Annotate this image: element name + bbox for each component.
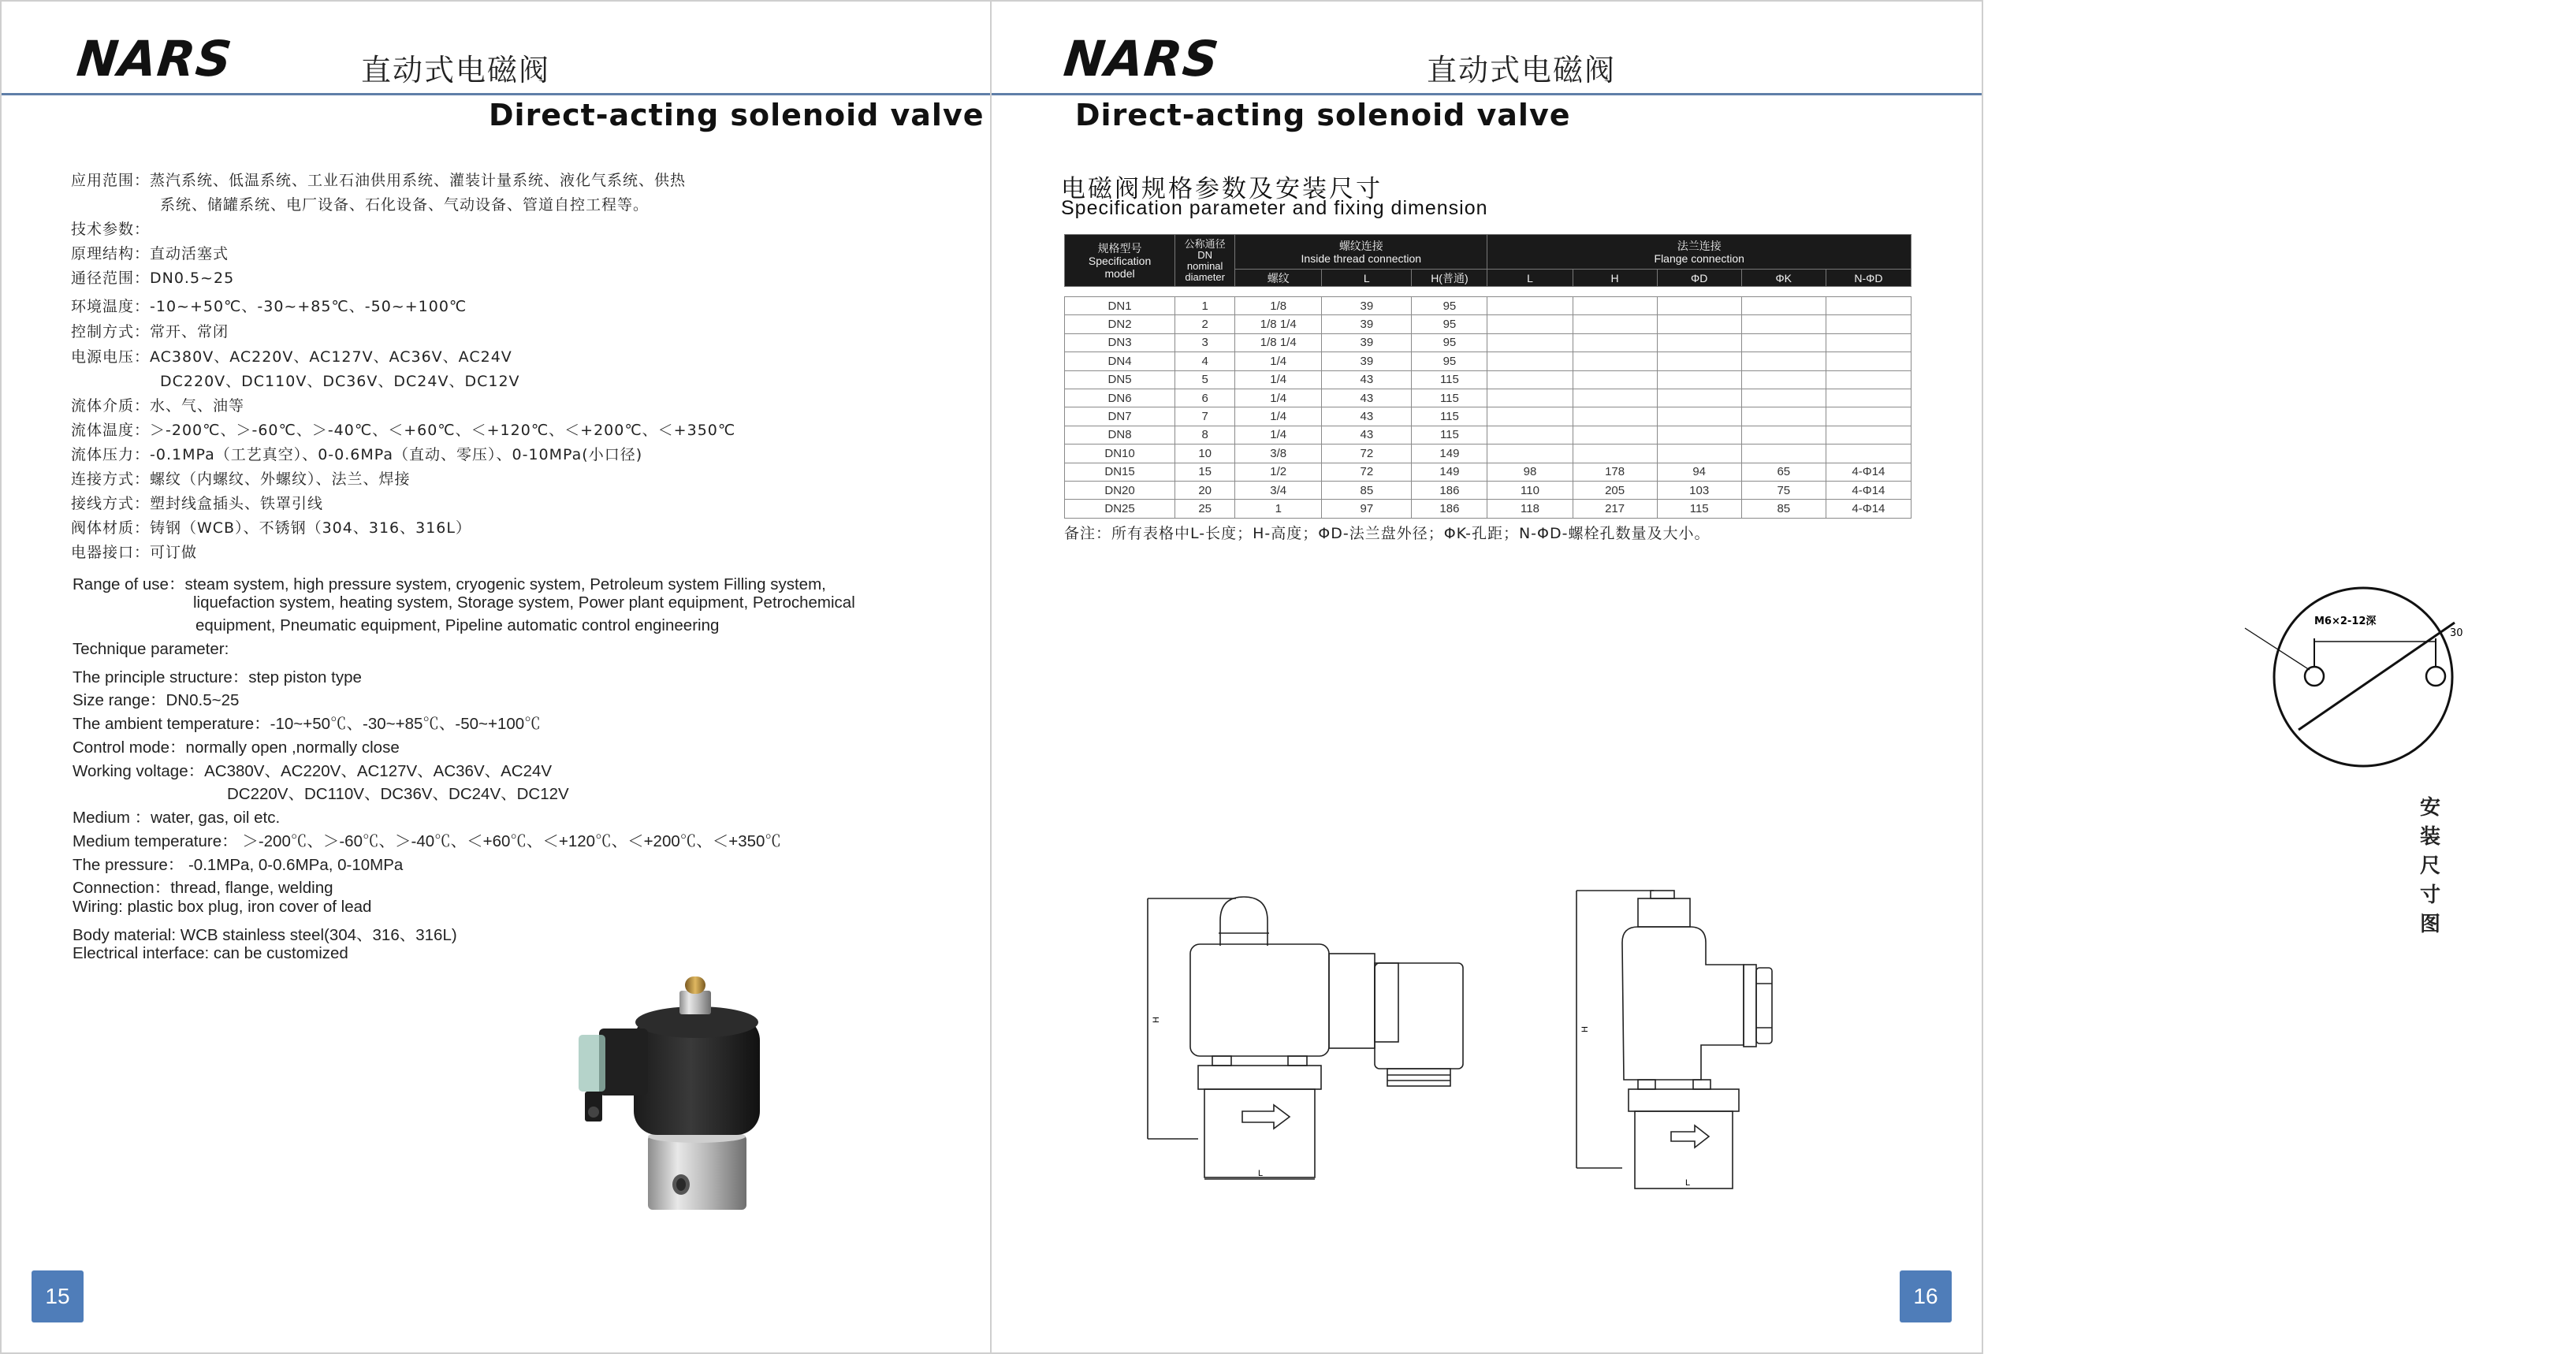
table-row — [1065, 445, 1912, 463]
table-cell: 186 — [1412, 481, 1487, 499]
table-cell — [1657, 352, 1741, 370]
cn-line: 原理结构：直动活塞式 — [71, 245, 229, 262]
en-line: Size range：DN0.5~25 — [73, 691, 240, 709]
header-model: 规格型号 Specification model — [1065, 235, 1175, 287]
en-line: Body material: WCB stainless steel(304、316、316L) — [73, 926, 457, 944]
spec-table-body — [1065, 287, 1912, 519]
cn-line: 技术参数： — [71, 221, 151, 238]
table-cell: 95 — [1412, 352, 1487, 370]
table-row — [1065, 333, 1912, 352]
hole-spacing-label: 30 — [2450, 627, 2463, 639]
dim-height: H — [1580, 1026, 1590, 1032]
dim-length: L — [1685, 1178, 1691, 1188]
table-cell: 1 — [1175, 297, 1235, 315]
table-cell — [1826, 426, 1911, 444]
table-cell: 95 — [1412, 297, 1487, 315]
table-cell — [1487, 445, 1573, 463]
table-cell: 103 — [1657, 481, 1741, 499]
table-cell — [1573, 426, 1657, 444]
subheader: L — [1487, 270, 1573, 287]
table-cell: 97 — [1322, 500, 1412, 518]
table-cell: DN10 — [1065, 445, 1175, 463]
table-cell: 8 — [1175, 426, 1235, 444]
table-cell — [1487, 370, 1573, 389]
table-cell — [1657, 315, 1741, 333]
table-cell: 1/8 1/4 — [1235, 333, 1322, 352]
en-line: Medium ：water, gas, oil etc. — [73, 809, 281, 827]
table-cell: 1/4 — [1235, 426, 1322, 444]
table-cell: 98 — [1487, 463, 1573, 481]
table-cell: 65 — [1741, 463, 1826, 481]
en-line: Technique parameter: — [73, 640, 229, 658]
table-cell: DN15 — [1065, 463, 1175, 481]
table-cell — [1741, 315, 1826, 333]
en-line: Wiring: plastic box plug, iron cover of lead — [73, 898, 372, 916]
table-cell — [1487, 315, 1573, 333]
table-row — [1065, 500, 1912, 518]
cn-line: 接线方式：塑封线盒插头、铁罩引线 — [71, 495, 324, 512]
table-cell — [1487, 407, 1573, 426]
table-cell: 39 — [1322, 352, 1412, 370]
table-cell: 1/4 — [1235, 389, 1322, 407]
table-cell: 1/4 — [1235, 407, 1322, 426]
table-cell — [1487, 333, 1573, 352]
table-cell — [1826, 407, 1911, 426]
table-cell — [1573, 333, 1657, 352]
table-cell: 72 — [1322, 463, 1412, 481]
page-title-en: Direct-acting solenoid valve — [1075, 98, 1571, 132]
table-cell: DN8 — [1065, 426, 1175, 444]
table-cell — [1487, 297, 1573, 315]
table-cell — [1573, 315, 1657, 333]
brand-logo: NARS — [1061, 30, 1223, 87]
table-cell — [1741, 333, 1826, 352]
cn-line: 电器接口：可订做 — [71, 544, 198, 561]
table-cell — [1741, 426, 1826, 444]
en-line: DC220V、DC110V、DC36V、DC24V、DC12V — [227, 785, 569, 803]
table-cell — [1741, 407, 1826, 426]
cn-line: 流体温度：＞-200℃、＞-60℃、＞-40℃、＜+60℃、＜+120℃、＜+200℃、＜+350℃ — [71, 422, 736, 439]
table-cell: 95 — [1412, 333, 1487, 352]
subheader: H(普通) — [1412, 270, 1487, 287]
table-row — [1065, 481, 1912, 499]
left-page — [0, 0, 990, 1354]
cn-line: 阀体材质：铸钢（WCB）、不锈钢（304、316、316L） — [71, 519, 471, 537]
valve-drawing-gland — [1575, 883, 1890, 1190]
table-cell — [1826, 445, 1911, 463]
header-rule — [992, 93, 1983, 95]
table-cell — [1826, 370, 1911, 389]
header-dn: 公称通径 DN nominal diameter — [1175, 235, 1235, 287]
table-cell: 118 — [1487, 500, 1573, 518]
table-cell — [1826, 297, 1911, 315]
page-title-en: Direct-acting solenoid valve — [489, 98, 985, 132]
table-cell: 94 — [1657, 463, 1741, 481]
table-row — [1065, 370, 1912, 389]
table-cell: 75 — [1741, 481, 1826, 499]
table-cell: 39 — [1322, 297, 1412, 315]
table-cell: 205 — [1573, 481, 1657, 499]
table-cell: 4 — [1175, 352, 1235, 370]
header-flange: 法兰连接 Flange connection — [1487, 235, 1912, 270]
table-cell — [1657, 333, 1741, 352]
cn-line: 环境温度：-10~+50℃、-30~+85℃、-50~+100℃ — [71, 298, 467, 315]
table-cell: 1/8 1/4 — [1235, 315, 1322, 333]
table-cell: 149 — [1412, 445, 1487, 463]
subheader: H — [1573, 270, 1657, 287]
table-cell: 1/2 — [1235, 463, 1322, 481]
mounting-dimension-diagram — [2103, 583, 2576, 820]
table-cell — [1573, 297, 1657, 315]
cn-line: 系统、储罐系统、电厂设备、石化设备、气动设备、管道自控工程等。 — [160, 196, 650, 214]
table-cell: 7 — [1175, 407, 1235, 426]
en-line: Working voltage：AC380V、AC220V、AC127V、AC36V、AC24V — [73, 762, 553, 780]
table-cell: 39 — [1322, 333, 1412, 352]
en-line: Range of use：steam system, high pressure system, cryogenic system, Petroleum system Filling system, — [73, 575, 826, 593]
table-cell: 72 — [1322, 445, 1412, 463]
section-title-cn: 电磁阀规格参数及安装尺寸 — [1061, 175, 1383, 203]
cn-line: DC220V、DC110V、DC36V、DC24V、DC12V — [160, 373, 520, 390]
table-cell — [1573, 352, 1657, 370]
valve-drawing-connector — [1141, 883, 1488, 1190]
right-page — [992, 0, 2463, 1354]
table-cell: 3/8 — [1235, 445, 1322, 463]
table-row — [1065, 463, 1912, 481]
table-row — [1065, 426, 1912, 444]
table-cell — [1741, 370, 1826, 389]
table-cell: DN1 — [1065, 297, 1175, 315]
table-cell — [1487, 426, 1573, 444]
subheader: 螺纹 — [1235, 270, 1322, 287]
table-cell: DN25 — [1065, 500, 1175, 518]
table-cell: DN5 — [1065, 370, 1175, 389]
table-cell: 85 — [1322, 481, 1412, 499]
table-cell — [1826, 352, 1911, 370]
table-cell: 25 — [1175, 500, 1235, 518]
en-line: Connection：thread, flange, welding — [73, 879, 333, 897]
table-row — [1065, 315, 1912, 333]
table-cell: 10 — [1175, 445, 1235, 463]
subheader: N-ΦD — [1826, 270, 1911, 287]
table-note: 备注：所有表格中L-长度；H-高度；ΦD-法兰盘外径；ΦK-孔距；N-ΦD-螺栓孔数量及大小。 — [1064, 525, 1711, 542]
spec-table — [1064, 234, 1912, 519]
table-cell: 20 — [1175, 481, 1235, 499]
en-line: Electrical interface: can be customized — [73, 944, 348, 962]
table-cell: 43 — [1322, 426, 1412, 444]
page-number: 16 — [1900, 1270, 1952, 1322]
table-cell: DN2 — [1065, 315, 1175, 333]
en-line: The pressure： -0.1MPa, 0-0.6MPa, 0-10MPa — [73, 856, 404, 874]
table-row — [1065, 389, 1912, 407]
table-cell: 3 — [1175, 333, 1235, 352]
table-cell — [1657, 407, 1741, 426]
table-cell — [1826, 315, 1911, 333]
table-cell: 217 — [1573, 500, 1657, 518]
table-cell: 43 — [1322, 407, 1412, 426]
page-title-cn: 直动式电磁阀 — [361, 53, 551, 87]
cn-line: 连接方式：螺纹（内螺纹、外螺纹）、法兰、焊接 — [71, 471, 411, 488]
table-cell — [1657, 445, 1741, 463]
table-cell — [1657, 370, 1741, 389]
table-cell: 1/8 — [1235, 297, 1322, 315]
cn-line: 流体介质：水、气、油等 — [71, 397, 245, 415]
mounting-caption: 安装尺寸图 — [2420, 796, 2443, 936]
table-cell: 6 — [1175, 389, 1235, 407]
table-cell: DN7 — [1065, 407, 1175, 426]
table-cell: 4-Φ14 — [1826, 481, 1911, 499]
subheader: L — [1322, 270, 1412, 287]
subheader: ΦK — [1741, 270, 1826, 287]
table-cell: 115 — [1657, 500, 1741, 518]
table-cell: 5 — [1175, 370, 1235, 389]
table-cell — [1741, 445, 1826, 463]
table-cell: 149 — [1412, 463, 1487, 481]
en-line: liquefaction system, heating system, Storage system, Power plant equipment, Petrochemical — [193, 593, 855, 612]
table-cell — [1657, 389, 1741, 407]
table-cell: DN4 — [1065, 352, 1175, 370]
table-cell: 115 — [1412, 407, 1487, 426]
subheader: ΦD — [1657, 270, 1741, 287]
cn-line: 流体压力：-0.1MPa（工艺真空）、0-0.6MPa（直动、零压）、0-10MPa(小口径) — [71, 446, 643, 463]
table-cell: 115 — [1412, 370, 1487, 389]
table-cell: 15 — [1175, 463, 1235, 481]
table-cell: 1 — [1235, 500, 1322, 518]
table-cell — [1657, 426, 1741, 444]
en-line: Medium temperature： ＞-200℃、＞-60℃、＞-40℃、＜+60℃、＜+120℃、＜+200℃、＜+350℃ — [73, 832, 781, 850]
cn-line: 控制方式：常开、常闭 — [71, 323, 229, 340]
table-cell: DN3 — [1065, 333, 1175, 352]
table-cell: 178 — [1573, 463, 1657, 481]
en-line: equipment, Pneumatic equipment, Pipeline automatic control engineering — [195, 616, 720, 634]
table-cell — [1573, 389, 1657, 407]
table-cell: 110 — [1487, 481, 1573, 499]
screw-label: M6×2-12深 — [2314, 616, 2377, 627]
table-cell: 115 — [1412, 389, 1487, 407]
table-cell — [1657, 297, 1741, 315]
cn-line: 电源电压：AC380V、AC220V、AC127V、AC36V、AC24V — [71, 348, 512, 366]
table-cell: 4-Φ14 — [1826, 500, 1911, 518]
en-line: Control mode：normally open ,normally close — [73, 738, 400, 757]
table-cell — [1741, 389, 1826, 407]
table-cell: 4-Φ14 — [1826, 463, 1911, 481]
table-cell: 115 — [1412, 426, 1487, 444]
table-row — [1065, 352, 1912, 370]
table-cell: 85 — [1741, 500, 1826, 518]
table-cell: DN6 — [1065, 389, 1175, 407]
table-cell: 3/4 — [1235, 481, 1322, 499]
table-cell — [1741, 352, 1826, 370]
dim-length: L — [1258, 1169, 1264, 1178]
header-rule — [0, 93, 990, 95]
header-thread: 螺纹连接 Inside thread connection — [1235, 235, 1487, 270]
brand-logo: NARS — [74, 30, 236, 87]
table-cell: DN20 — [1065, 481, 1175, 499]
table-cell: 2 — [1175, 315, 1235, 333]
table-cell — [1826, 389, 1911, 407]
table-cell — [1741, 297, 1826, 315]
page-number: 15 — [32, 1270, 84, 1322]
table-row — [1065, 297, 1912, 315]
section-title-en: Specification parameter and fixing dimension — [1061, 197, 1488, 219]
dim-height: H — [1152, 1017, 1161, 1023]
solenoid-valve-photo — [561, 973, 766, 1218]
table-cell — [1826, 333, 1911, 352]
en-line: The ambient temperature：-10~+50℃、-30~+85℃、-50~+100℃ — [73, 715, 541, 733]
table-row — [1065, 407, 1912, 426]
table-cell — [1573, 370, 1657, 389]
table-cell: 43 — [1322, 370, 1412, 389]
table-cell — [1573, 407, 1657, 426]
table-cell — [1573, 445, 1657, 463]
cn-line: 应用范围：蒸汽系统、低温系统、工业石油供用系统、灌装计量系统、液化气系统、供热 — [71, 172, 687, 189]
cn-line: 通径范围：DN0.5~25 — [71, 270, 235, 287]
en-line: The principle structure：step piston type — [73, 668, 362, 686]
table-cell: 186 — [1412, 500, 1487, 518]
table-cell — [1487, 352, 1573, 370]
table-cell: 1/4 — [1235, 352, 1322, 370]
table-cell: 39 — [1322, 315, 1412, 333]
page-title-cn: 直动式电磁阀 — [1427, 53, 1617, 87]
table-cell — [1487, 389, 1573, 407]
table-cell: 95 — [1412, 315, 1487, 333]
table-cell: 43 — [1322, 389, 1412, 407]
table-cell: 1/4 — [1235, 370, 1322, 389]
